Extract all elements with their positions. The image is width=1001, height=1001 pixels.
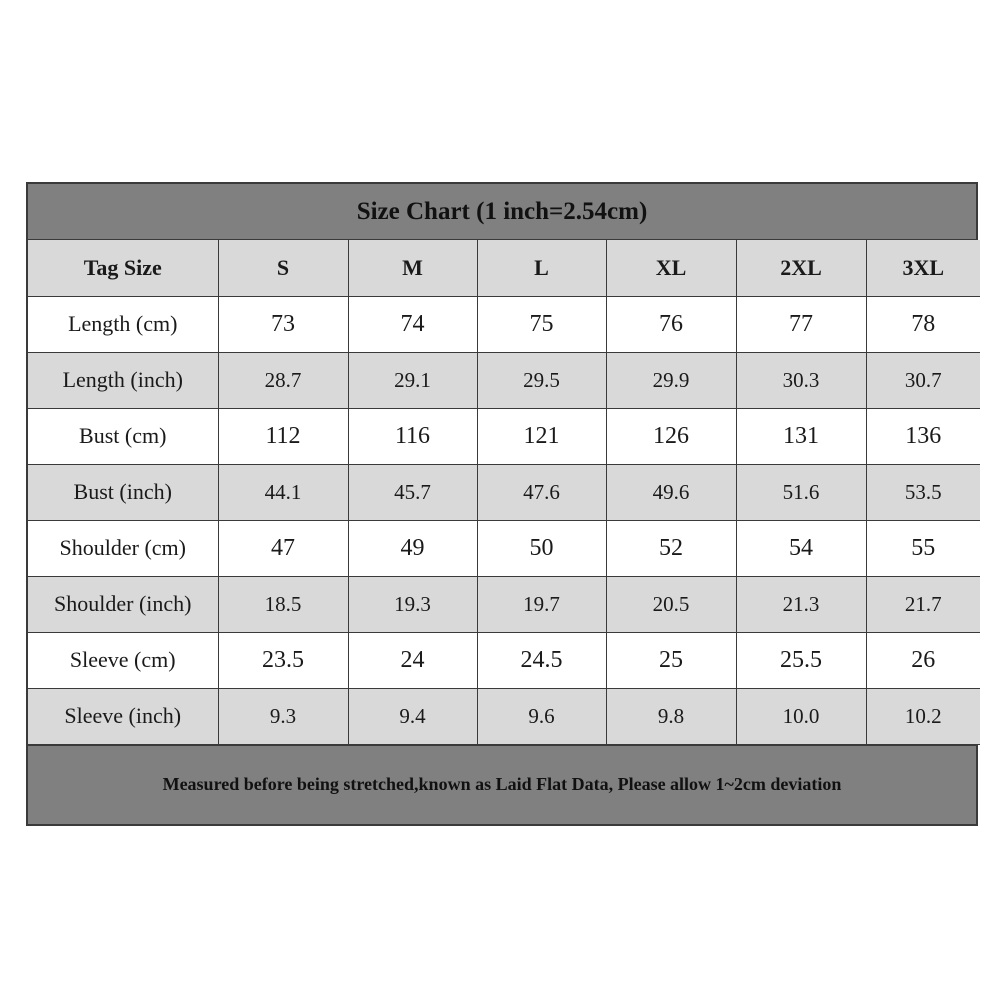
table-cell: 23.5: [218, 632, 348, 688]
table-cell: 112: [218, 408, 348, 464]
table-row: [28, 352, 980, 408]
table-row: [28, 464, 980, 520]
row-label: Bust (cm): [28, 408, 218, 464]
row-label: Shoulder (inch): [28, 576, 218, 632]
table-cell: 77: [736, 296, 866, 352]
table-cell: 55: [866, 520, 980, 576]
table-cell: 126: [606, 408, 736, 464]
row-label: Bust (inch): [28, 464, 218, 520]
table-cell: 19.7: [477, 576, 606, 632]
row-label: Shoulder (cm): [28, 520, 218, 576]
table-cell: 24: [348, 632, 477, 688]
table-cell: 74: [348, 296, 477, 352]
table-cell: 47: [218, 520, 348, 576]
table-cell: 30.7: [866, 352, 980, 408]
table-cell: 25.5: [736, 632, 866, 688]
row-label: Sleeve (inch): [28, 688, 218, 744]
table-cell: 121: [477, 408, 606, 464]
table-cell: 9.8: [606, 688, 736, 744]
table-cell: 9.4: [348, 688, 477, 744]
table-cell: 10.2: [866, 688, 980, 744]
table-cell: 30.3: [736, 352, 866, 408]
table-cell: 45.7: [348, 464, 477, 520]
table-row: [28, 688, 980, 744]
table-cell: 24.5: [477, 632, 606, 688]
table-cell: 29.1: [348, 352, 477, 408]
footer-note: Measured before being stretched,known as Laid Flat Data, Please allow 1~2cm deviation: [28, 745, 976, 825]
table-cell: 78: [866, 296, 980, 352]
size-chart-table: [26, 182, 978, 826]
chart-title: Size Chart (1 inch=2.54cm): [28, 184, 976, 240]
table-cell: 25: [606, 632, 736, 688]
header-size-2xl: 2XL: [736, 240, 866, 296]
size-grid: [28, 240, 980, 745]
table-cell: 44.1: [218, 464, 348, 520]
header-size-m: M: [348, 240, 477, 296]
table-cell: 26: [866, 632, 980, 688]
header-tag-size: Tag Size: [28, 240, 218, 296]
table-cell: 28.7: [218, 352, 348, 408]
table-cell: 52: [606, 520, 736, 576]
row-label: Length (inch): [28, 352, 218, 408]
header-size-3xl: 3XL: [866, 240, 980, 296]
row-label: Sleeve (cm): [28, 632, 218, 688]
table-cell: 20.5: [606, 576, 736, 632]
table-cell: 49: [348, 520, 477, 576]
table-cell: 73: [218, 296, 348, 352]
table-cell: 53.5: [866, 464, 980, 520]
table-cell: 50: [477, 520, 606, 576]
header-row: [28, 240, 980, 296]
table-cell: 9.6: [477, 688, 606, 744]
header-size-s: S: [218, 240, 348, 296]
header-size-l: L: [477, 240, 606, 296]
table-cell: 21.7: [866, 576, 980, 632]
table-cell: 21.3: [736, 576, 866, 632]
table-row: [28, 296, 980, 352]
table-cell: 9.3: [218, 688, 348, 744]
table-cell: 116: [348, 408, 477, 464]
table-row: [28, 520, 980, 576]
table-cell: 76: [606, 296, 736, 352]
table-row: [28, 576, 980, 632]
row-label: Length (cm): [28, 296, 218, 352]
table-cell: 51.6: [736, 464, 866, 520]
table-cell: 29.5: [477, 352, 606, 408]
table-row: [28, 632, 980, 688]
table-cell: 54: [736, 520, 866, 576]
table-cell: 49.6: [606, 464, 736, 520]
table-cell: 136: [866, 408, 980, 464]
header-size-xl: XL: [606, 240, 736, 296]
table-cell: 10.0: [736, 688, 866, 744]
table-cell: 29.9: [606, 352, 736, 408]
table-cell: 131: [736, 408, 866, 464]
table-cell: 19.3: [348, 576, 477, 632]
table-cell: 75: [477, 296, 606, 352]
table-cell: 18.5: [218, 576, 348, 632]
table-cell: 47.6: [477, 464, 606, 520]
table-row: [28, 408, 980, 464]
